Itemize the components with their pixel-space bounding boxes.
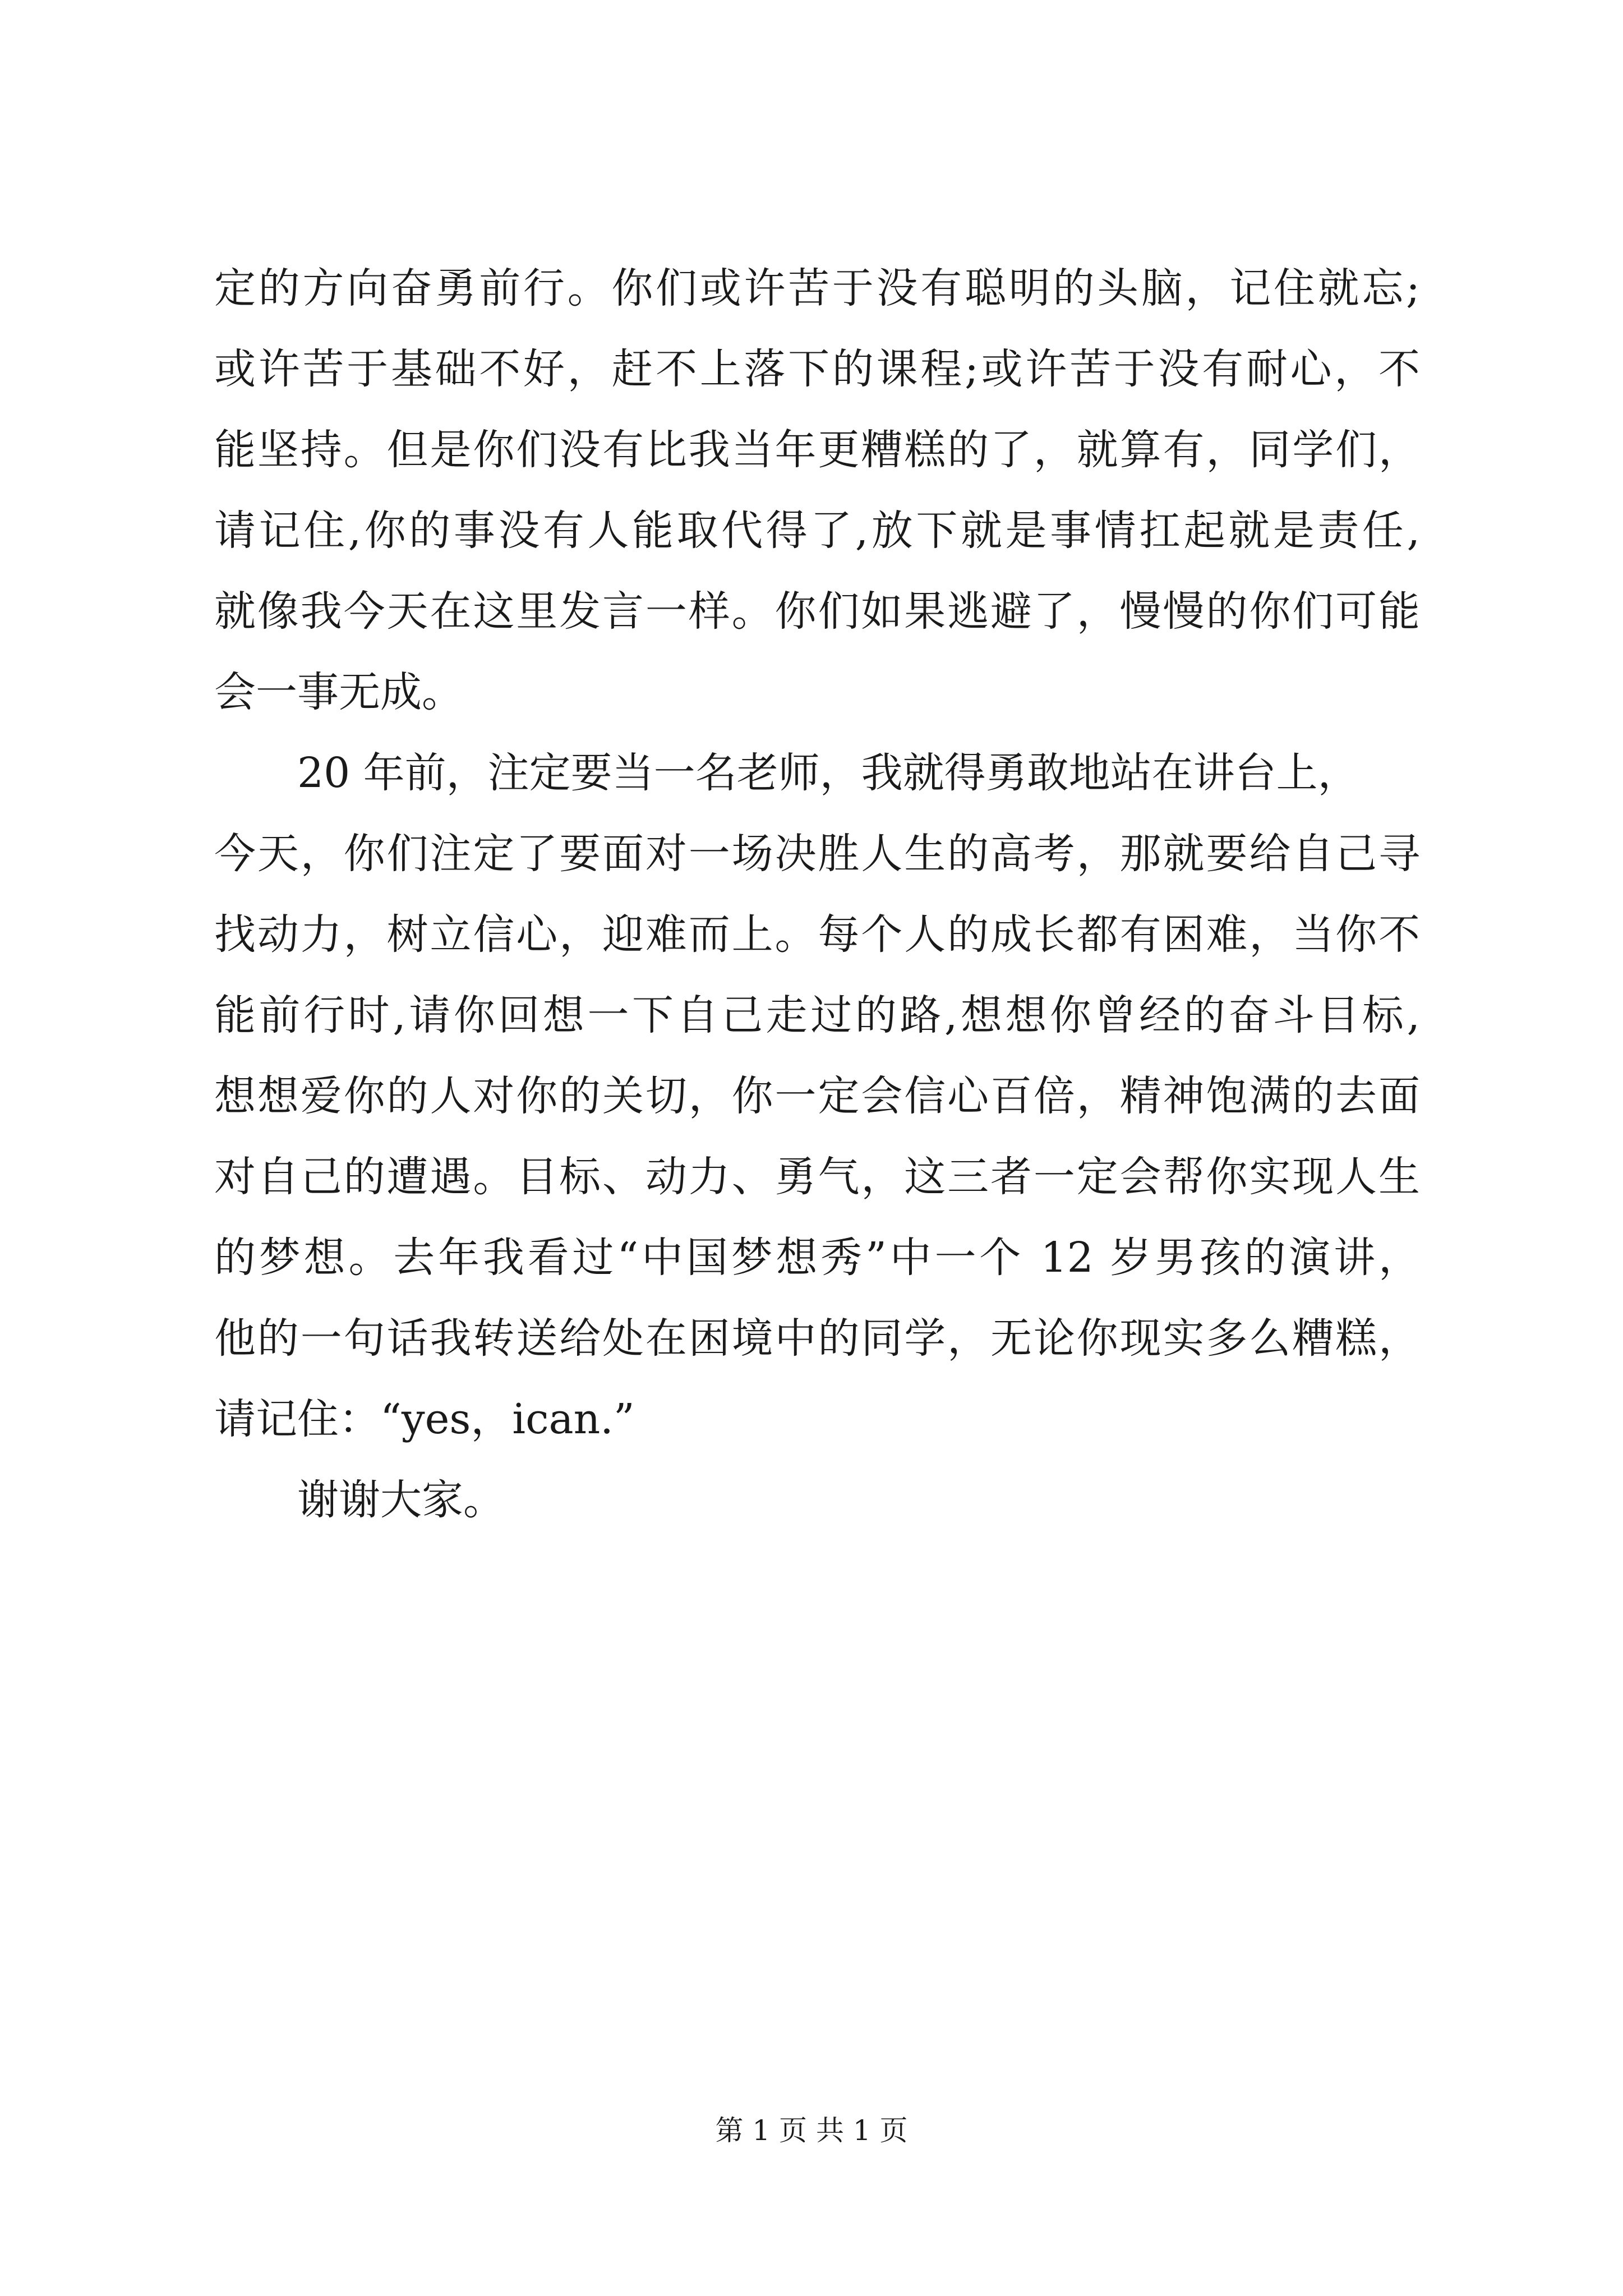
text-line: 想想爱你的人对你的关切，你一定会信心百倍，精神饱满的去面 — [214, 1072, 1420, 1120]
page-footer: 第 1 页 共 1 页 — [715, 2114, 908, 2147]
text-line: 会一事无成。 — [214, 668, 463, 716]
document-body — [214, 264, 1420, 1556]
text-line: 请记住,你的事没有人能取代得了,放下就是事情扛起就是责任, — [214, 507, 1420, 555]
closing-line: 谢谢大家。 — [297, 1476, 505, 1524]
text-line: 的梦想。去年我看过“中国梦想秀”中一个 12 岁男孩的演讲， — [214, 1234, 1420, 1282]
text-line: 能前行时,请你回想一下自己走过的路,想想你曾经的奋斗目标, — [214, 991, 1420, 1039]
text-line: 或许苦于基础不好，赶不上落下的课程;或许苦于没有耐心，不 — [214, 345, 1420, 393]
text-line: 请记住：“yes，ican.” — [214, 1395, 635, 1443]
text-line: 今天，你们注定了要面对一场决胜人生的高考，那就要给自己寻 — [214, 830, 1420, 878]
text-line: 就像我今天在这里发言一样。你们如果逃避了，慢慢的你们可能 — [214, 587, 1420, 636]
text-line: 定的方向奋勇前行。你们或许苦于没有聪明的头脑，记住就忘; — [214, 264, 1420, 312]
text-line: 能坚持。但是你们没有比我当年更糟糕的了，就算有，同学们， — [214, 426, 1420, 474]
text-line: 20 年前，注定要当一名老师，我就得勇敢地站在讲台上， — [297, 749, 1359, 797]
text-line: 找动力，树立信心，迎难而上。每个人的成长都有困难，当你不 — [214, 910, 1420, 959]
text-line: 对自己的遭遇。目标、动力、勇气，这三者一定会帮你实现人生 — [214, 1153, 1420, 1201]
text-line: 他的一句话我转送给处在困境中的同学，无论你现实多么糟糕， — [214, 1314, 1420, 1363]
